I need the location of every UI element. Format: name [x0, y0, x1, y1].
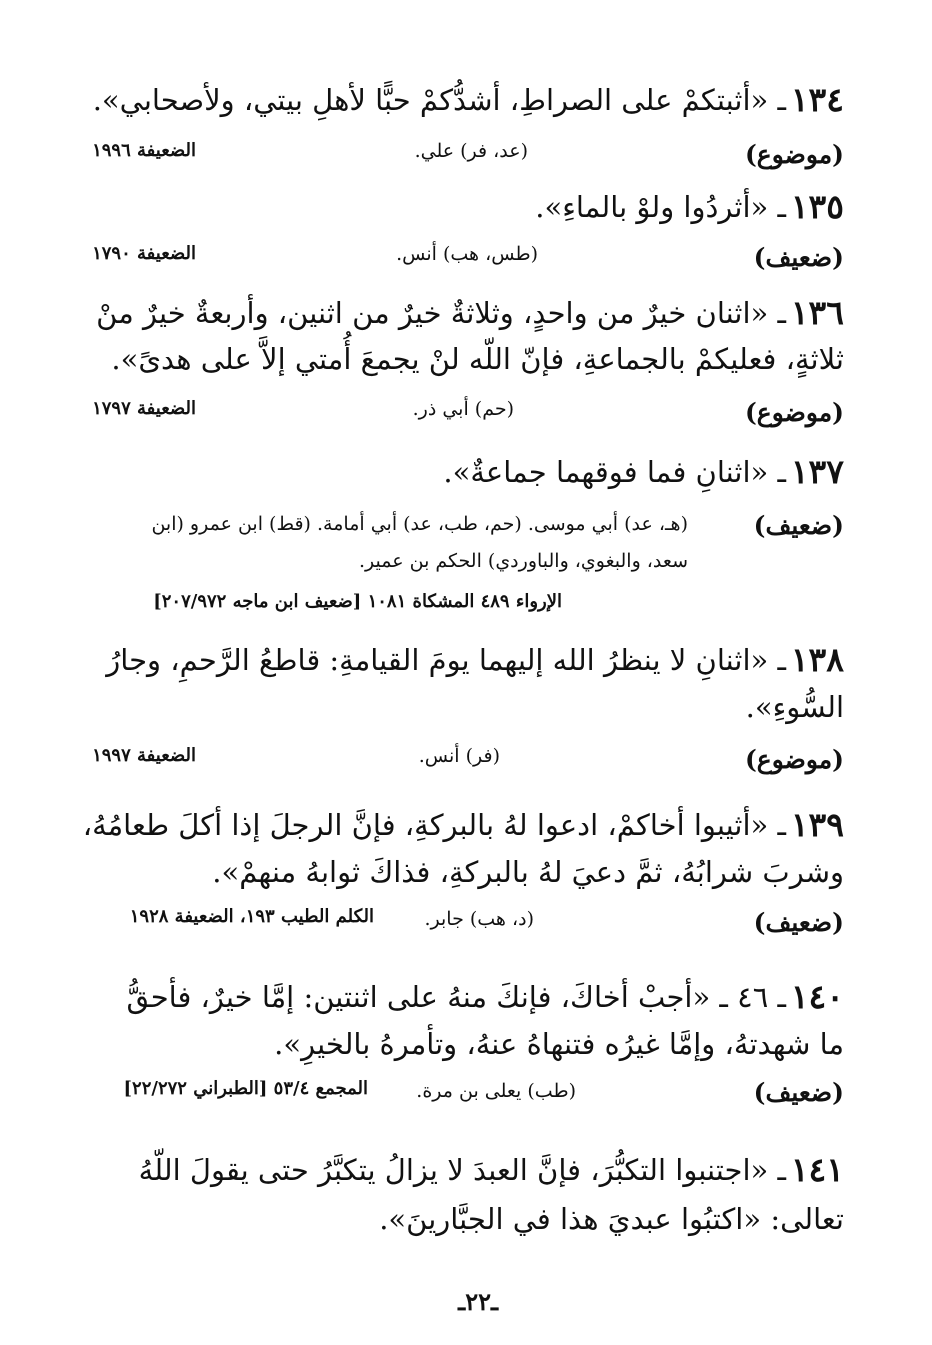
reference-line: الضعيفة ١٩٩٧ — [92, 745, 196, 766]
source-line: سعد، والبغوي، والباوردي) الحكم بن عمير. — [358, 550, 688, 572]
entry-number: ١٣٦ — [790, 293, 844, 332]
hadith-text-line: ـ «اجتنبوا التكبُّرَ، فإنَّ العبدَ لا يزالُ يتكبَّرُ حتى يقولَ اللّهُ — [138, 1153, 786, 1187]
entry-number: ١٣٥ — [790, 187, 844, 226]
source-line: (طب) يعلى بن مرة. — [416, 1080, 576, 1102]
hadith-text-line: ثلاثةٍ، فعليكمْ بالجماعةِ، فإنّ اللّه لنْ يجمعَ أُمتي إلاَّ على هدىً». — [111, 342, 844, 376]
entry-number: ١٣٤ — [790, 80, 844, 119]
hadith-text-line: ـ «اثنانِ لا ينظرُ الله إليهما يومَ القيامةِ: قاطعُ الرَّحمِ، وجارُ — [106, 643, 786, 677]
hadith-text-line: تعالى: «اكتبُوا عبديَ هذا في الجبَّارينَ». — [379, 1202, 844, 1236]
hadith-text-line: ـ ٤٦ ـ «أجبْ أخاكَ، فإنكَ منهُ على اثنتين: إمَّا خيرٌ، فأحقُّ — [126, 980, 786, 1014]
entry-number: ١٣٩ — [790, 805, 844, 844]
reference-line: الإرواء ٤٨٩ المشكاة ١٠٨١ [ضعيف ابن ماجه ٢٠٧/٩٧٢] — [153, 591, 562, 612]
hadith-text-line: وشربَ شرابُهُ، ثمَّ دعيَ لهُ بالبركةِ، فذاكَ ثوابهُ منهمْ». — [212, 855, 844, 889]
entry-number: ١٣٨ — [790, 640, 844, 679]
source-line: (طس، هب) أنس. — [396, 243, 538, 265]
entry-number: ١٣٧ — [790, 452, 844, 491]
reference-line: الكلم الطيب ١٩٣، الضعيفة ١٩٢٨ — [129, 906, 374, 927]
source-line: (حم) أبي ذر. — [412, 398, 514, 420]
hadith-text-line: ـ «اثنانِ فما فوقهما جماعةٌ». — [443, 455, 786, 489]
grade-label: (ضعيف) — [753, 243, 844, 272]
grade-label: (ضعيف) — [753, 511, 844, 540]
grade-label: (ضعيف) — [753, 908, 844, 937]
entry-number: ١٤٠ — [790, 977, 844, 1016]
reference-line: الضعيفة ١٧٩٧ — [92, 398, 196, 419]
hadith-text-line: ـ «اثنان خيرٌ من واحدٍ، وثلاثةٌ خيرٌ من اثنين، وأربعةٌ خيرٌ منْ — [96, 296, 786, 330]
hadith-text-line: ـ «أثبتكمْ على الصراطِ، أشدُّكمْ حبًّا لأهلِ بيتي، ولأصحابي». — [92, 83, 786, 117]
hadith-text-line: ـ «أثردُوا ولوْ بالماءِ». — [535, 190, 786, 224]
source-line: (عد، فر) علي. — [414, 140, 528, 162]
source-line: (د، هب) جابر. — [424, 908, 534, 930]
hadith-text-line: ـ «أثيبوا أخاكمْ، ادعوا لهُ بالبركةِ، فإنَّ الرجلَ إذا أكلَ طعامُهُ، — [82, 808, 786, 842]
grade-label: (موضوع) — [744, 140, 844, 169]
grade-label: (موضوع) — [744, 398, 844, 427]
entry-number: ١٤١ — [790, 1150, 844, 1189]
reference-line: الضعيفة ١٧٩٠ — [92, 243, 196, 264]
reference-line: المجمع ٥٣/٤ [الطبراني ٢٢/٢٧٢] — [123, 1078, 368, 1099]
reference-line: الضعيفة ١٩٩٦ — [92, 140, 196, 161]
page-number: ـ٢٢ـ — [458, 1287, 498, 1316]
hadith-text-line: ما شهدتهُ، وإمَّا غيرُه فتنهاهُ عنهُ، وتأمرهُ بالخيرِ». — [274, 1027, 844, 1061]
hadith-text-line: السُّوءِ». — [745, 690, 844, 724]
source-line: (هـ، عد) أبي موسى. (حم، طب، عد) أبي أمامة. (قط) ابن عمرو (ابن — [151, 513, 688, 535]
grade-label: (موضوع) — [744, 745, 844, 774]
source-line: (فر) أنس. — [418, 745, 500, 767]
grade-label: (ضعيف) — [753, 1078, 844, 1107]
